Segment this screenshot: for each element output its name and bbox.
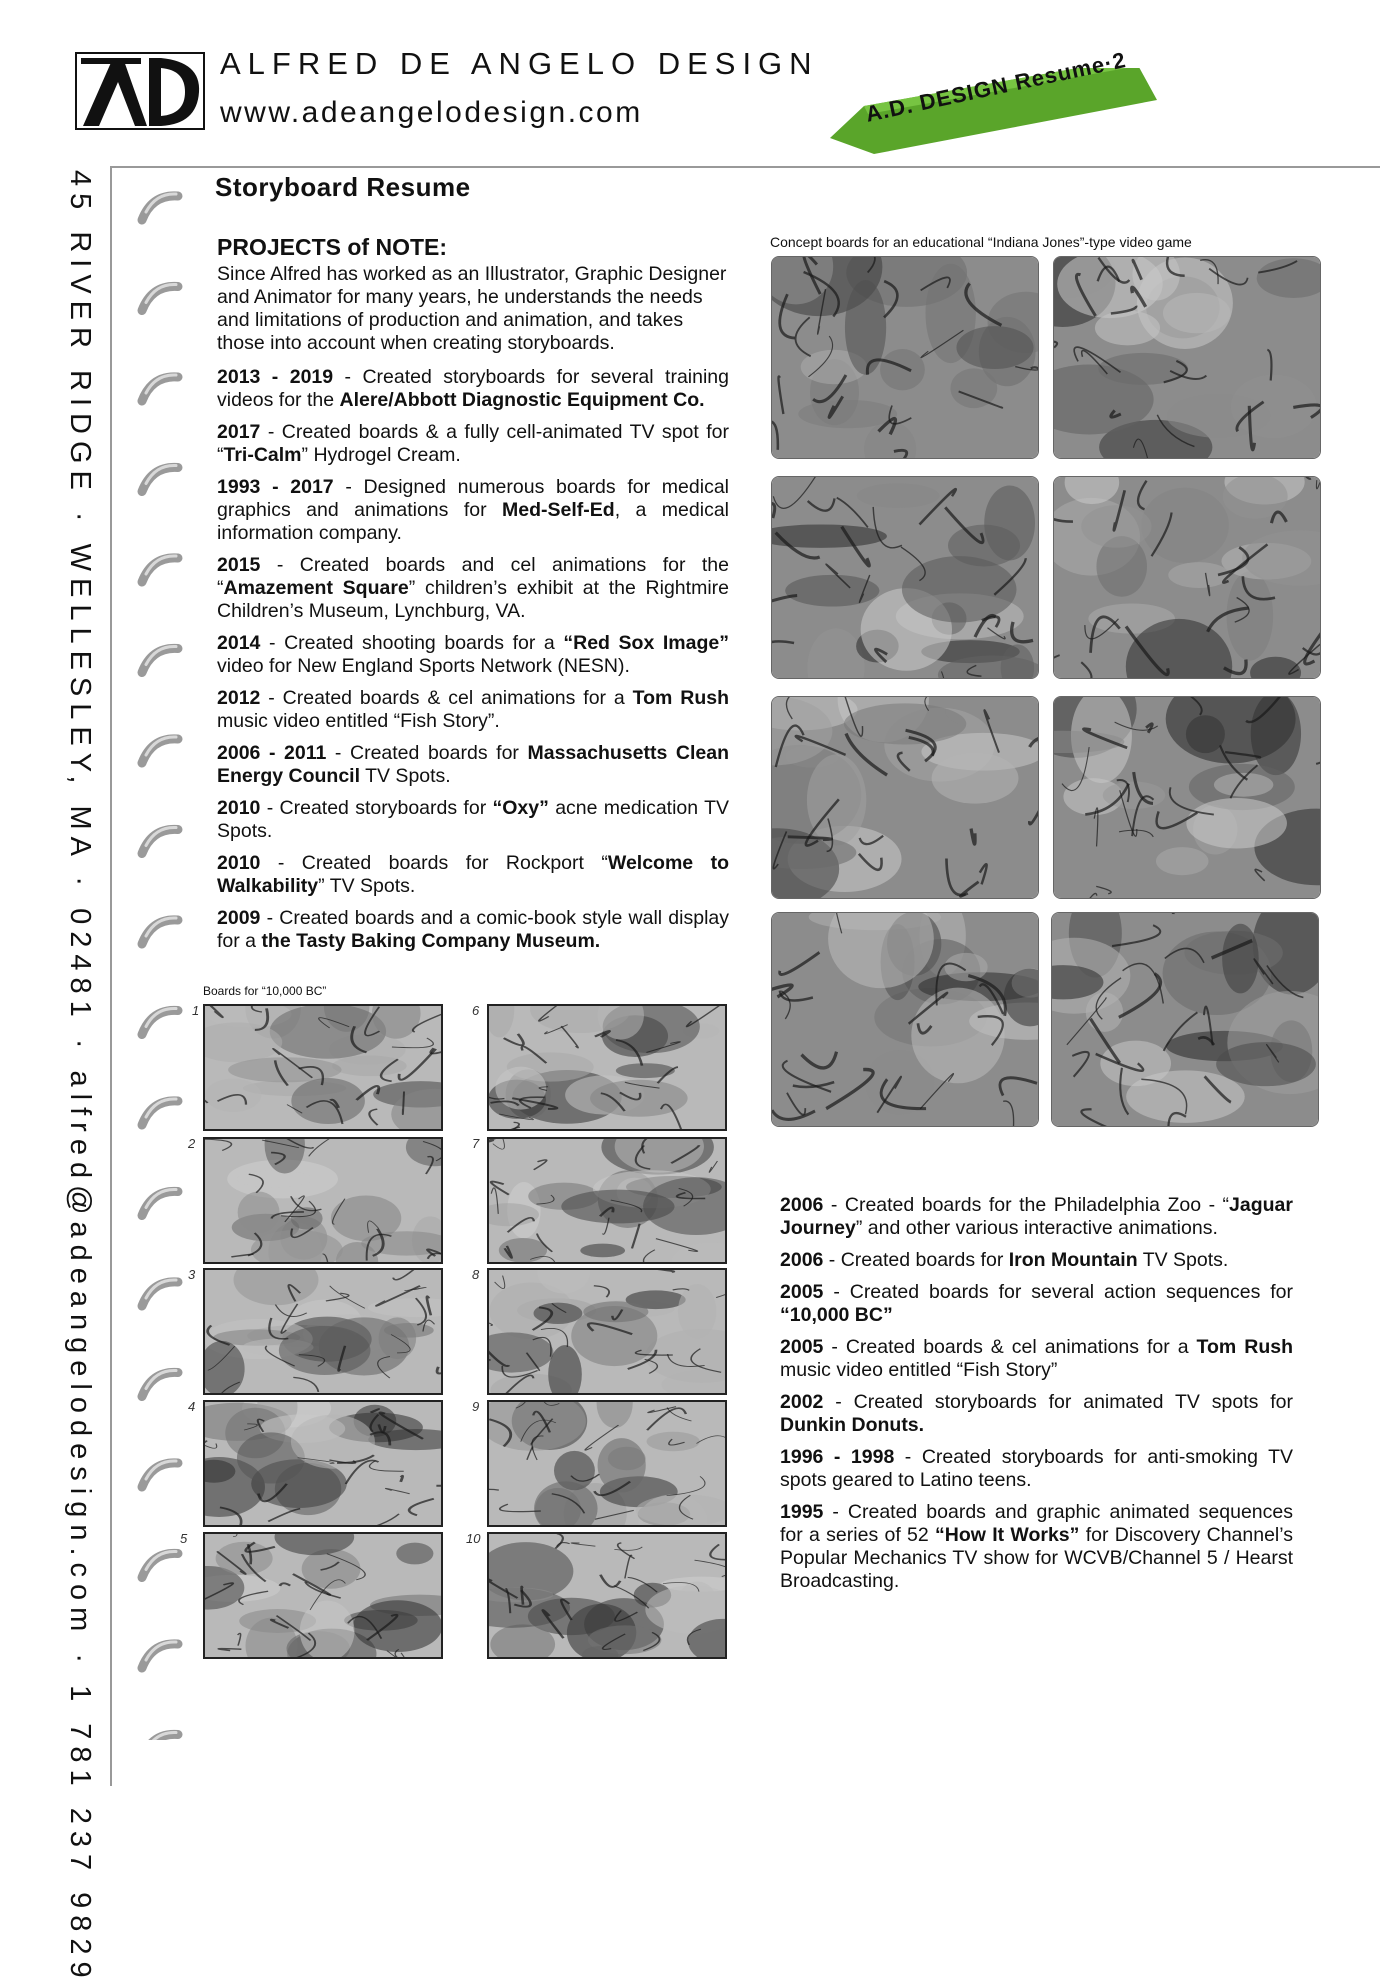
concept-board-8 [1051, 912, 1319, 1127]
storyboard-panel-1 [203, 1004, 443, 1131]
list-item: 2017 - Created boards & a fully cell-animated TV spot for “Tri-Calm” Hydrogel Cream. [217, 421, 729, 466]
address-strip [64, 170, 104, 1985]
projects-intro: Since Alfred has worked as an Illustrator, Graphic Designer and Animator for many years, he understands the needs and limitations of production and animation, and takes those into account when creating storyboards. [217, 263, 727, 354]
website-link[interactable]: www.adeangelodesign.com [220, 96, 643, 129]
list-item: 2005 - Created boards & cel animations for a Tom Rush music video entitled “Fish Story” [780, 1336, 1293, 1381]
margin-divider [110, 166, 112, 1786]
list-item: 2006 - 2011 - Created boards for Massachusetts Clean Energy Council TV Spots. [217, 742, 729, 787]
list-item: 2010 - Created storyboards for “Oxy” acne medication TV Spots. [217, 797, 729, 842]
list-item: 2005 - Created boards for several action sequences for “10,000 BC” [780, 1281, 1293, 1326]
panel-number: 7 [472, 1136, 480, 1151]
list-item: 2014 - Created shooting boards for a “Red Sox Image” video for New England Sports Network (NESN). [217, 632, 730, 677]
project-list-left [217, 366, 729, 962]
concept-board-2 [1053, 256, 1321, 459]
storyboard-panel-10 [487, 1532, 727, 1659]
resume-tag [812, 47, 1172, 168]
list-item: 2006 - Created boards for Iron Mountain TV Spots. [780, 1249, 1229, 1271]
panel-number: 5 [180, 1531, 188, 1546]
list-item: 1993 - 2017 - Designed numerous boards for medical graphics and animations for Med-Self-Ed, a medical information company. [217, 476, 729, 544]
concept-board-6 [1053, 696, 1321, 899]
list-item: 2002 - Created storyboards for animated TV spots for Dunkin Donuts. [780, 1391, 1293, 1436]
storyboard-panel-7 [487, 1137, 727, 1264]
storyboard-panel-9 [487, 1400, 727, 1527]
list-item: 1995 - Created boards and graphic animated sequences for a series of 52 “How It Works” for Discovery Channel’s Popular Mechanics TV show for WCVB/Channel 5 / Hearst Broadcasting. [780, 1501, 1293, 1592]
storyboard-panel-2 [203, 1137, 443, 1264]
storyboard-panel-3 [203, 1268, 443, 1395]
list-item: 1996 - 1998 - Created storyboards for anti-smoking TV spots geared to Latino teens. [780, 1446, 1294, 1491]
contact-address: 45 RIVER RIDGE · WELLESLEY, MA · 02481 · alfred@adeangelodesign.com · 1 781 237 9829 [64, 170, 96, 1985]
projects-heading: PROJECTS of NOTE: [217, 234, 448, 260]
boards-caption: Boards for “10,000 BC” [203, 984, 327, 998]
storyboard-panel-6 [487, 1004, 727, 1131]
panel-number: 4 [188, 1399, 196, 1414]
resume-tag-label: A.D. DESIGN Resume·2 [863, 47, 1129, 127]
concept-board-3 [771, 476, 1039, 679]
panel-number: 3 [188, 1267, 196, 1282]
list-item: 2009 - Created boards and a comic-book style wall display for a the Tasty Baking Company Museum. [217, 907, 729, 952]
header-divider [112, 166, 1380, 168]
panel-number: 6 [472, 1003, 480, 1018]
storyboard-panel-8 [487, 1268, 727, 1395]
list-item: 2013 - 2019 - Created storyboards for several training videos for the Alere/Abbott Diagnostic Equipment Co. [217, 366, 729, 411]
project-list-right [780, 1194, 1293, 1602]
storyboard-panel-5 [203, 1532, 443, 1659]
concept-board-4 [1053, 476, 1321, 679]
list-item: 2015 - Created boards and cel animations for the “Amazement Square” children’s exhibit at the Rightmire Children’s Museum, Lynchburg, VA. [217, 554, 729, 622]
logo [75, 52, 205, 130]
concept-board-5 [771, 696, 1039, 899]
panel-number: 10 [466, 1531, 481, 1546]
panel-number: 2 [188, 1136, 196, 1151]
list-item: 2012 - Created boards & cel animations for a Tom Rush music video entitled “Fish Story”. [217, 687, 729, 732]
concept-board-1 [771, 256, 1039, 459]
concept-board-7 [771, 912, 1039, 1127]
binder-rings [130, 180, 190, 1740]
list-item: 2010 - Created boards for Rockport “Welcome to Walkability” TV Spots. [217, 852, 730, 897]
panel-number: 9 [472, 1399, 480, 1414]
storyboard-panel-4 [203, 1400, 443, 1527]
company-name: ALFRED DE ANGELO DESIGN [220, 46, 819, 81]
panel-number: 1 [192, 1003, 200, 1018]
concept-boards-caption: Concept boards for an educational “Indiana Jones”-type video game [770, 234, 1192, 250]
panel-number: 8 [472, 1267, 480, 1282]
page-title: Storyboard Resume [215, 172, 471, 202]
list-item: 2006 - Created boards for the Philadelphia Zoo - “Jaguar Journey” and other various interactive animations. [780, 1194, 1293, 1239]
